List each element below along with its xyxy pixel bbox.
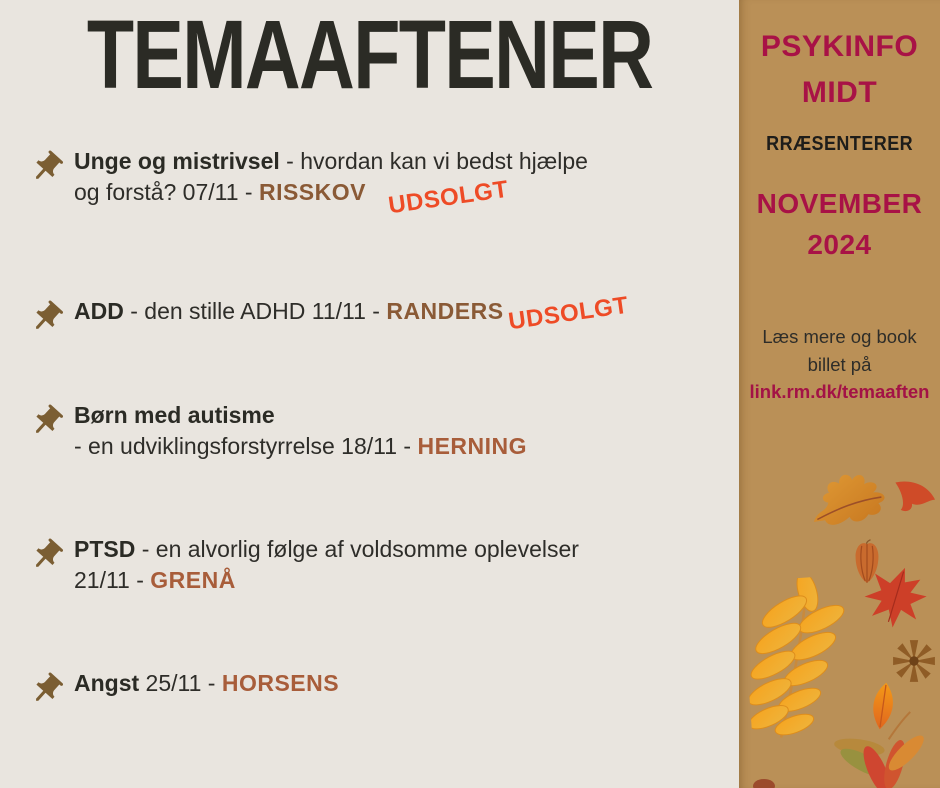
event-text (74, 400, 700, 462)
event-location: RANDERS (386, 298, 504, 324)
sold-out-badge: UDSOLGT (506, 291, 631, 336)
pushpin-icon (28, 149, 65, 186)
event-unge-og-mistrivsel (28, 146, 700, 220)
event-description: - hvordan kan vi bedst hjælpe (279, 148, 588, 174)
leaf-tip-icon (751, 776, 777, 788)
event-text (74, 534, 700, 596)
creeper-leaf-icon (817, 708, 935, 788)
month-label (739, 183, 940, 265)
maple-leaf-icon (857, 564, 931, 632)
event-location: RISSKOV (258, 179, 366, 205)
presents-label: RRÆSENTERER (766, 133, 913, 155)
event-description: 25/11 - (139, 670, 222, 696)
event-title: Unge og mistrivsel (74, 148, 280, 174)
pushpin-icon (28, 299, 65, 336)
poster-title: TEMAAFTENER (86, 0, 653, 110)
booking-link: link.rm.dk/temaaften (749, 381, 930, 402)
booking-info: Læs mere og book billet på (762, 326, 917, 375)
small-red-leaf-icon (889, 478, 939, 518)
event-description: - den stille ADHD 11/11 - (123, 298, 387, 324)
pushpin-icon (28, 403, 65, 440)
event-description: - en udviklingsforstyrrelse 18/11 - (74, 433, 418, 459)
event-location: HORSENS (221, 670, 340, 696)
page-title (0, 0, 739, 110)
brand-line-1: PSYKINFO (760, 30, 919, 63)
event-title: PTSD (74, 536, 136, 562)
month-line-1: NOVEMBER (756, 188, 923, 219)
month-line-2: 2024 (807, 229, 872, 260)
event-title: ADD (74, 298, 124, 324)
event-ptsd (28, 534, 700, 596)
pushpin-icon (28, 537, 65, 574)
event-text (74, 668, 700, 699)
event-description: - en alvorlig følge af voldsomme oplevelser (135, 536, 579, 562)
sold-out-badge: UDSOLGT (386, 175, 511, 220)
sidebar-panel (739, 0, 940, 788)
event-title: Angst (74, 670, 140, 696)
event-location: HERNING (417, 433, 528, 459)
brand-line-2: MIDT (801, 76, 878, 109)
event-add (28, 291, 700, 336)
event-born-med-autisme (28, 400, 700, 462)
event-angst (28, 668, 700, 699)
star-anise-icon (891, 638, 937, 684)
event-location: GRENÅ (150, 567, 236, 593)
event-description: og forstå? 07/11 - (74, 179, 259, 205)
event-title: Børn med autisme (74, 402, 275, 428)
pushpin-icon (28, 671, 65, 708)
brand-name (739, 24, 940, 116)
event-description: 21/11 - (74, 567, 151, 593)
